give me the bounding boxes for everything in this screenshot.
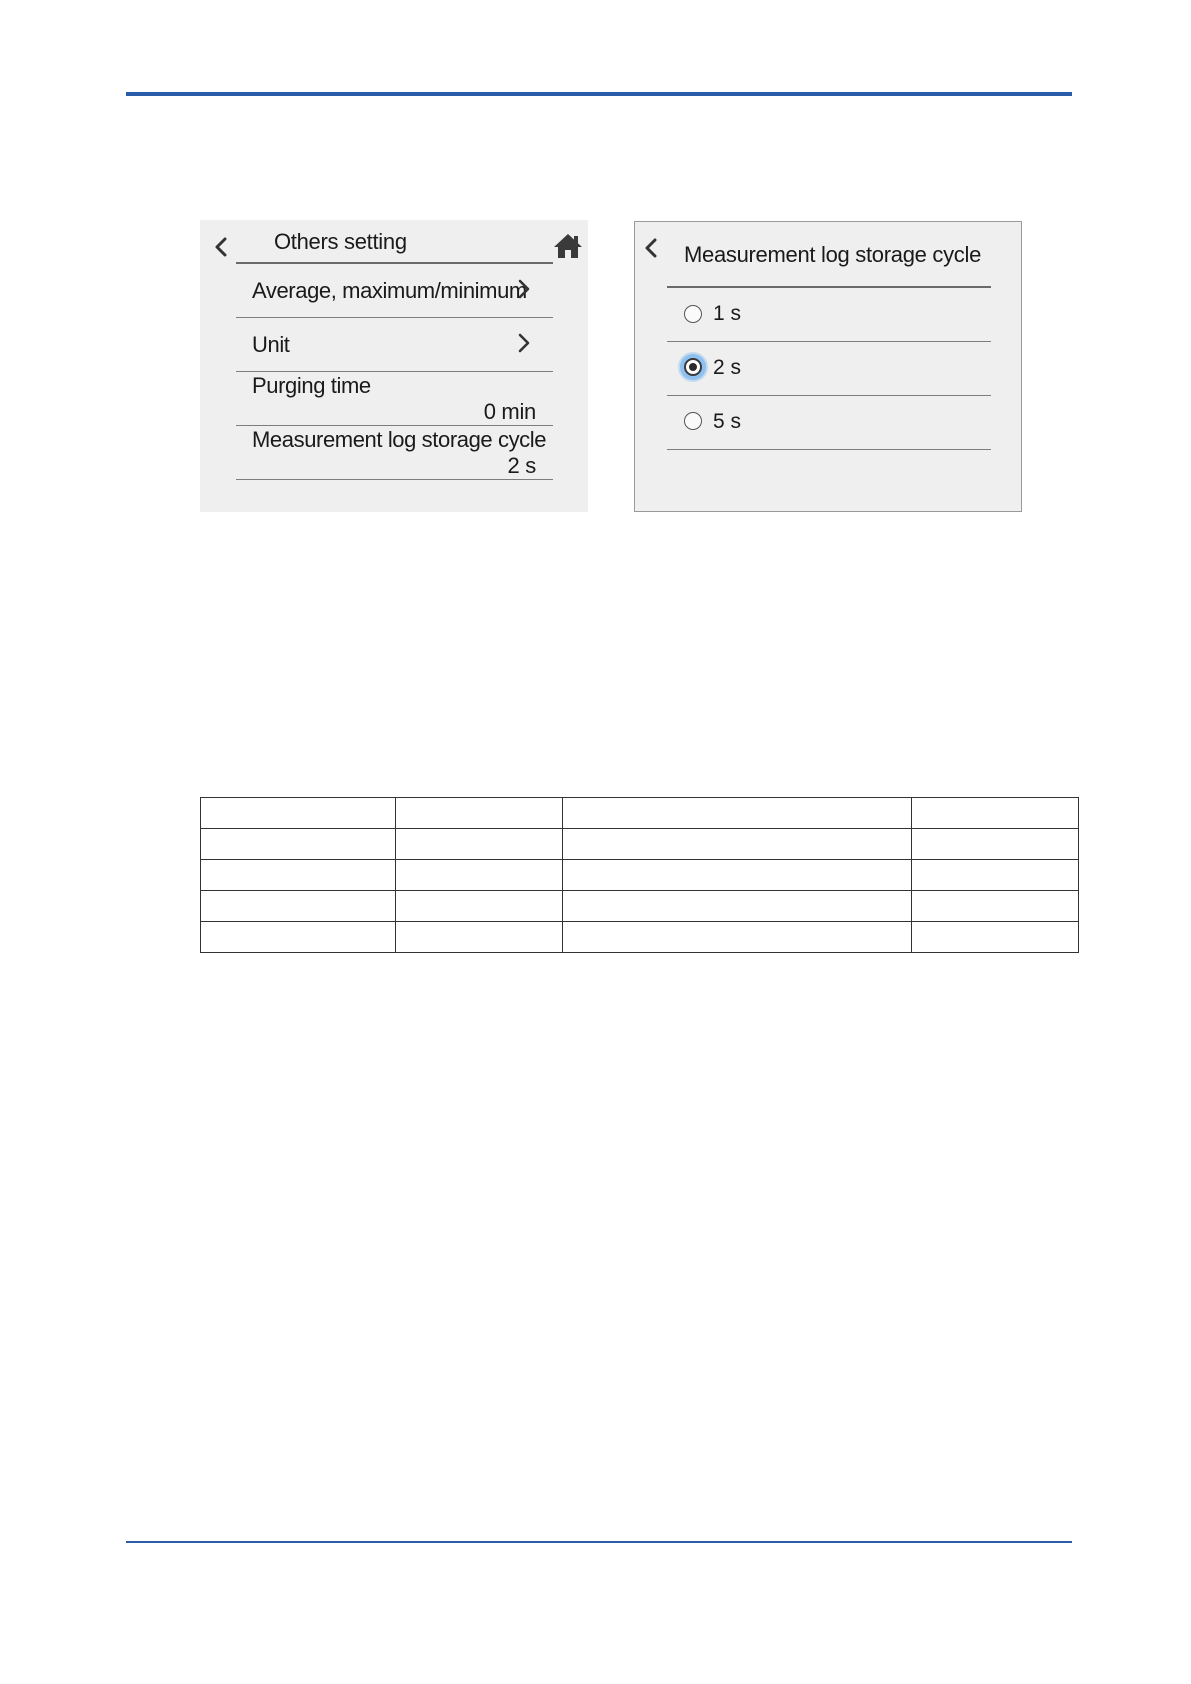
menu-item-unit[interactable]	[236, 318, 552, 370]
table-cell	[563, 829, 912, 860]
menu-item-average-max-min[interactable]	[236, 264, 552, 316]
table-cell	[201, 829, 396, 860]
table-cell	[563, 891, 912, 922]
radio-option-label: 1 s	[713, 302, 742, 325]
screen-title: Others setting	[274, 229, 407, 254]
radio-button-selected-icon	[684, 358, 702, 376]
table-cell	[912, 860, 1079, 891]
empty-table	[200, 797, 1079, 953]
others-setting-screen	[200, 220, 588, 512]
table-cell	[201, 891, 396, 922]
row-divider	[667, 449, 991, 450]
table-cell	[912, 922, 1079, 953]
back-chevron-icon[interactable]	[640, 236, 664, 260]
table-cell	[563, 922, 912, 953]
menu-item-purging-time[interactable]	[236, 372, 552, 424]
chevron-right-icon	[516, 278, 532, 300]
header-rule	[126, 92, 1072, 96]
row-divider	[236, 479, 553, 480]
table-cell	[396, 922, 563, 953]
menu-item-label: Unit	[252, 332, 290, 357]
table-cell	[563, 860, 912, 891]
table-cell	[912, 798, 1079, 829]
menu-item-value: 0 min	[483, 399, 536, 424]
radio-option-5s[interactable]	[667, 396, 991, 448]
radio-option-label: 2 s	[713, 356, 742, 379]
table-cell	[396, 891, 563, 922]
menu-item-value: 2 s	[507, 453, 536, 478]
table-cell	[201, 798, 396, 829]
back-chevron-icon[interactable]	[210, 235, 234, 259]
home-icon[interactable]	[553, 232, 583, 260]
table-cell	[912, 891, 1079, 922]
table-cell	[201, 860, 396, 891]
table-cell	[396, 829, 563, 860]
screen-title: Measurement log storage cycle	[684, 242, 982, 267]
table-cell	[396, 860, 563, 891]
table-row	[201, 891, 1079, 922]
table-cell	[396, 798, 563, 829]
radio-option-label: 5 s	[713, 410, 742, 433]
table-row	[201, 798, 1079, 829]
table-cell	[201, 922, 396, 953]
menu-item-label: Measurement log storage cycle	[252, 427, 547, 452]
footer-rule	[126, 1541, 1072, 1543]
radio-button-icon	[684, 305, 702, 323]
table-row	[201, 922, 1079, 953]
menu-item-label: Purging time	[252, 373, 371, 398]
chevron-right-icon	[516, 332, 532, 354]
table-row	[201, 860, 1079, 891]
table-row	[201, 829, 1079, 860]
measurement-log-storage-cycle-screen	[634, 221, 1022, 512]
table-cell	[563, 798, 912, 829]
table-cell	[912, 829, 1079, 860]
menu-item-measurement-log-storage-cycle[interactable]	[236, 426, 552, 478]
radio-button-icon	[684, 412, 702, 430]
radio-option-2s[interactable]	[667, 342, 991, 394]
radio-option-1s[interactable]	[667, 288, 991, 340]
menu-item-label: Average, maximum/minimum	[252, 278, 527, 303]
